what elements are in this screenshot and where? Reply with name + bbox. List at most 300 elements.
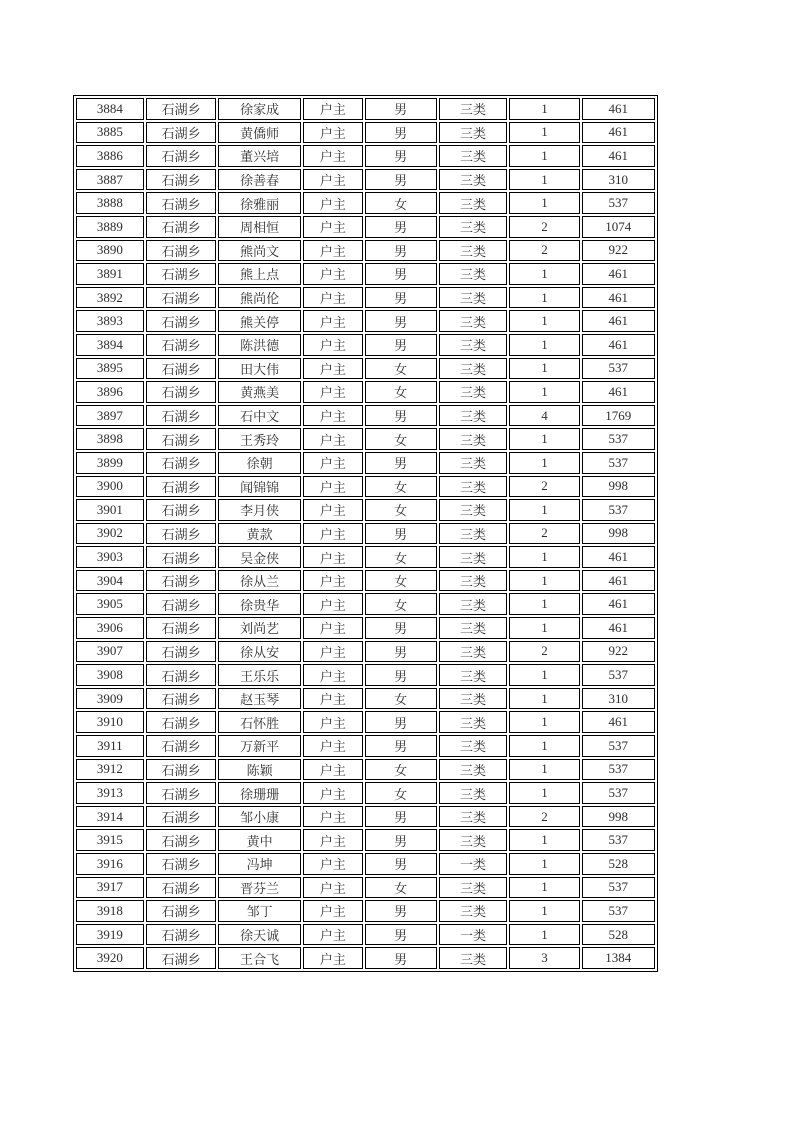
cell-serial-number: 3894: [76, 334, 144, 356]
cell-gender: 女: [365, 358, 437, 380]
cell-household-relation: 户主: [303, 546, 363, 568]
cell-serial-number: 3919: [76, 924, 144, 946]
table-row: [76, 806, 655, 828]
cell-amount: 310: [582, 169, 656, 191]
cell-person-name: 徐从兰: [218, 570, 300, 592]
cell-serial-number: 3887: [76, 169, 144, 191]
cell-person-name: 熊关停: [218, 310, 300, 332]
cell-household-relation: 户主: [303, 924, 363, 946]
table-row: [76, 476, 655, 498]
table-body: [76, 98, 655, 969]
cell-household-relation: 户主: [303, 310, 363, 332]
cell-gender: 男: [365, 806, 437, 828]
cell-household-relation: 户主: [303, 452, 363, 474]
cell-serial-number: 3900: [76, 476, 144, 498]
cell-household-relation: 户主: [303, 476, 363, 498]
table-row: [76, 192, 655, 214]
cell-household-relation: 户主: [303, 782, 363, 804]
cell-household-relation: 户主: [303, 263, 363, 285]
cell-gender: 男: [365, 523, 437, 545]
cell-serial-number: 3899: [76, 452, 144, 474]
cell-people-count: 1: [509, 782, 579, 804]
cell-serial-number: 3903: [76, 546, 144, 568]
cell-household-relation: 户主: [303, 617, 363, 639]
cell-people-count: 1: [509, 499, 579, 521]
cell-gender: 女: [365, 570, 437, 592]
cell-person-name: 冯坤: [218, 853, 300, 875]
cell-category: 三类: [439, 334, 508, 356]
cell-township: 石湖乡: [146, 570, 217, 592]
cell-household-relation: 户主: [303, 523, 363, 545]
cell-township: 石湖乡: [146, 263, 217, 285]
cell-household-relation: 户主: [303, 381, 363, 403]
cell-serial-number: 3885: [76, 122, 144, 144]
cell-amount: 537: [582, 829, 656, 851]
cell-township: 石湖乡: [146, 499, 217, 521]
table-row: [76, 334, 655, 356]
cell-township: 石湖乡: [146, 688, 217, 710]
cell-amount: 461: [582, 287, 656, 309]
cell-township: 石湖乡: [146, 98, 217, 120]
cell-gender: 男: [365, 240, 437, 262]
cell-serial-number: 3913: [76, 782, 144, 804]
cell-people-count: 1: [509, 192, 579, 214]
cell-serial-number: 3901: [76, 499, 144, 521]
cell-person-name: 邹丁: [218, 900, 300, 922]
cell-amount: 461: [582, 711, 656, 733]
cell-category: 三类: [439, 735, 508, 757]
cell-serial-number: 3911: [76, 735, 144, 757]
cell-township: 石湖乡: [146, 381, 217, 403]
table-row: [76, 829, 655, 851]
cell-category: 三类: [439, 452, 508, 474]
cell-amount: 998: [582, 806, 656, 828]
table-row: [76, 428, 655, 450]
cell-person-name: 黄僑师: [218, 122, 300, 144]
cell-gender: 男: [365, 334, 437, 356]
cell-category: 三类: [439, 428, 508, 450]
cell-township: 石湖乡: [146, 287, 217, 309]
cell-amount: 461: [582, 381, 656, 403]
cell-category: 三类: [439, 877, 508, 899]
cell-gender: 男: [365, 900, 437, 922]
table-row: [76, 735, 655, 757]
table-row: [76, 546, 655, 568]
cell-amount: 998: [582, 523, 656, 545]
cell-category: 三类: [439, 829, 508, 851]
cell-township: 石湖乡: [146, 192, 217, 214]
table-row: [76, 145, 655, 167]
cell-person-name: 王秀玲: [218, 428, 300, 450]
cell-amount: 461: [582, 334, 656, 356]
cell-person-name: 徐贵华: [218, 593, 300, 615]
cell-household-relation: 户主: [303, 570, 363, 592]
table-row: [76, 287, 655, 309]
cell-person-name: 熊尚文: [218, 240, 300, 262]
cell-amount: 537: [582, 499, 656, 521]
cell-township: 石湖乡: [146, 711, 217, 733]
cell-household-relation: 户主: [303, 428, 363, 450]
cell-gender: 女: [365, 593, 437, 615]
cell-household-relation: 户主: [303, 358, 363, 380]
table-row: [76, 711, 655, 733]
cell-category: 三类: [439, 358, 508, 380]
cell-category: 三类: [439, 405, 508, 427]
cell-amount: 310: [582, 688, 656, 710]
table-row: [76, 98, 655, 120]
cell-serial-number: 3895: [76, 358, 144, 380]
cell-household-relation: 户主: [303, 877, 363, 899]
cell-household-relation: 户主: [303, 735, 363, 757]
cell-township: 石湖乡: [146, 782, 217, 804]
cell-people-count: 2: [509, 476, 579, 498]
cell-household-relation: 户主: [303, 806, 363, 828]
cell-people-count: 1: [509, 263, 579, 285]
cell-category: 三类: [439, 782, 508, 804]
cell-category: 一类: [439, 924, 508, 946]
cell-gender: 男: [365, 641, 437, 663]
cell-gender: 男: [365, 829, 437, 851]
cell-category: 三类: [439, 900, 508, 922]
cell-category: 三类: [439, 240, 508, 262]
cell-township: 石湖乡: [146, 216, 217, 238]
cell-township: 石湖乡: [146, 169, 217, 191]
cell-household-relation: 户主: [303, 98, 363, 120]
cell-serial-number: 3897: [76, 405, 144, 427]
cell-township: 石湖乡: [146, 900, 217, 922]
cell-household-relation: 户主: [303, 688, 363, 710]
cell-category: 三类: [439, 476, 508, 498]
cell-township: 石湖乡: [146, 310, 217, 332]
cell-category: 一类: [439, 853, 508, 875]
cell-serial-number: 3907: [76, 641, 144, 663]
cell-household-relation: 户主: [303, 593, 363, 615]
cell-serial-number: 3889: [76, 216, 144, 238]
cell-category: 三类: [439, 593, 508, 615]
table-row: [76, 688, 655, 710]
cell-amount: 461: [582, 145, 656, 167]
cell-amount: 537: [582, 900, 656, 922]
cell-person-name: 徐善春: [218, 169, 300, 191]
cell-category: 三类: [439, 216, 508, 238]
cell-amount: 537: [582, 428, 656, 450]
cell-serial-number: 3888: [76, 192, 144, 214]
cell-gender: 男: [365, 405, 437, 427]
cell-gender: 女: [365, 759, 437, 781]
cell-gender: 男: [365, 287, 437, 309]
cell-amount: 461: [582, 263, 656, 285]
cell-people-count: 2: [509, 523, 579, 545]
cell-people-count: 1: [509, 428, 579, 450]
cell-township: 石湖乡: [146, 358, 217, 380]
cell-township: 石湖乡: [146, 641, 217, 663]
cell-category: 三类: [439, 523, 508, 545]
cell-household-relation: 户主: [303, 829, 363, 851]
cell-person-name: 王合飞: [218, 947, 300, 969]
cell-gender: 男: [365, 310, 437, 332]
cell-household-relation: 户主: [303, 499, 363, 521]
cell-township: 石湖乡: [146, 853, 217, 875]
cell-people-count: 3: [509, 947, 579, 969]
cell-household-relation: 户主: [303, 664, 363, 686]
cell-serial-number: 3884: [76, 98, 144, 120]
cell-township: 石湖乡: [146, 240, 217, 262]
cell-person-name: 陈洪德: [218, 334, 300, 356]
cell-gender: 男: [365, 263, 437, 285]
cell-gender: 女: [365, 476, 437, 498]
cell-gender: 男: [365, 145, 437, 167]
table-row: [76, 169, 655, 191]
cell-amount: 461: [582, 617, 656, 639]
cell-gender: 男: [365, 216, 437, 238]
cell-amount: 1769: [582, 405, 656, 427]
cell-people-count: 1: [509, 759, 579, 781]
cell-household-relation: 户主: [303, 947, 363, 969]
cell-amount: 461: [582, 593, 656, 615]
cell-township: 石湖乡: [146, 664, 217, 686]
cell-amount: 537: [582, 664, 656, 686]
cell-person-name: 王乐乐: [218, 664, 300, 686]
cell-gender: 男: [365, 169, 437, 191]
cell-gender: 女: [365, 688, 437, 710]
cell-person-name: 熊尚伦: [218, 287, 300, 309]
cell-amount: 537: [582, 452, 656, 474]
cell-category: 三类: [439, 192, 508, 214]
table-row: [76, 405, 655, 427]
cell-category: 三类: [439, 664, 508, 686]
cell-household-relation: 户主: [303, 853, 363, 875]
cell-serial-number: 3915: [76, 829, 144, 851]
cell-amount: 537: [582, 877, 656, 899]
cell-serial-number: 3890: [76, 240, 144, 262]
cell-household-relation: 户主: [303, 122, 363, 144]
cell-amount: 1384: [582, 947, 656, 969]
cell-people-count: 1: [509, 617, 579, 639]
cell-amount: 537: [582, 759, 656, 781]
cell-township: 石湖乡: [146, 759, 217, 781]
cell-serial-number: 3910: [76, 711, 144, 733]
cell-household-relation: 户主: [303, 759, 363, 781]
cell-category: 三类: [439, 263, 508, 285]
cell-category: 三类: [439, 310, 508, 332]
cell-person-name: 石中文: [218, 405, 300, 427]
cell-gender: 男: [365, 122, 437, 144]
cell-serial-number: 3918: [76, 900, 144, 922]
beneficiary-table: [73, 95, 658, 972]
cell-household-relation: 户主: [303, 641, 363, 663]
cell-person-name: 吴金侠: [218, 546, 300, 568]
cell-person-name: 徐雅丽: [218, 192, 300, 214]
cell-gender: 男: [365, 735, 437, 757]
cell-people-count: 1: [509, 310, 579, 332]
cell-person-name: 李月侠: [218, 499, 300, 521]
cell-person-name: 徐从安: [218, 641, 300, 663]
cell-township: 石湖乡: [146, 735, 217, 757]
cell-amount: 461: [582, 546, 656, 568]
cell-people-count: 1: [509, 122, 579, 144]
cell-amount: 1074: [582, 216, 656, 238]
cell-serial-number: 3914: [76, 806, 144, 828]
cell-person-name: 刘尚艺: [218, 617, 300, 639]
table-row: [76, 900, 655, 922]
cell-people-count: 1: [509, 570, 579, 592]
cell-person-name: 徐天诚: [218, 924, 300, 946]
cell-amount: 998: [582, 476, 656, 498]
cell-gender: 男: [365, 98, 437, 120]
cell-serial-number: 3917: [76, 877, 144, 899]
cell-household-relation: 户主: [303, 334, 363, 356]
cell-person-name: 闻锦锦: [218, 476, 300, 498]
cell-category: 三类: [439, 806, 508, 828]
cell-amount: 461: [582, 98, 656, 120]
cell-people-count: 2: [509, 806, 579, 828]
cell-category: 三类: [439, 145, 508, 167]
table-row: [76, 310, 655, 332]
cell-township: 石湖乡: [146, 546, 217, 568]
cell-serial-number: 3902: [76, 523, 144, 545]
cell-amount: 461: [582, 122, 656, 144]
cell-people-count: 1: [509, 924, 579, 946]
cell-category: 三类: [439, 688, 508, 710]
cell-people-count: 1: [509, 452, 579, 474]
cell-person-name: 黄款: [218, 523, 300, 545]
cell-people-count: 4: [509, 405, 579, 427]
cell-category: 三类: [439, 287, 508, 309]
cell-amount: 537: [582, 358, 656, 380]
cell-gender: 男: [365, 711, 437, 733]
cell-person-name: 黄燕美: [218, 381, 300, 403]
cell-serial-number: 3916: [76, 853, 144, 875]
cell-people-count: 1: [509, 334, 579, 356]
table-row: [76, 664, 655, 686]
cell-household-relation: 户主: [303, 711, 363, 733]
cell-gender: 女: [365, 782, 437, 804]
cell-category: 三类: [439, 546, 508, 568]
cell-people-count: 2: [509, 641, 579, 663]
cell-category: 三类: [439, 381, 508, 403]
cell-township: 石湖乡: [146, 428, 217, 450]
table-row: [76, 216, 655, 238]
cell-people-count: 1: [509, 546, 579, 568]
cell-person-name: 徐朝: [218, 452, 300, 474]
cell-township: 石湖乡: [146, 947, 217, 969]
cell-gender: 男: [365, 452, 437, 474]
cell-category: 三类: [439, 947, 508, 969]
cell-gender: 男: [365, 853, 437, 875]
cell-serial-number: 3920: [76, 947, 144, 969]
cell-amount: 537: [582, 735, 656, 757]
table-row: [76, 617, 655, 639]
cell-gender: 女: [365, 877, 437, 899]
cell-household-relation: 户主: [303, 405, 363, 427]
cell-category: 三类: [439, 122, 508, 144]
cell-gender: 女: [365, 192, 437, 214]
cell-person-name: 石怀胜: [218, 711, 300, 733]
cell-person-name: 黄中: [218, 829, 300, 851]
cell-household-relation: 户主: [303, 169, 363, 191]
cell-people-count: 1: [509, 287, 579, 309]
cell-gender: 女: [365, 499, 437, 521]
cell-township: 石湖乡: [146, 334, 217, 356]
table-row: [76, 947, 655, 969]
cell-township: 石湖乡: [146, 593, 217, 615]
cell-people-count: 1: [509, 900, 579, 922]
cell-people-count: 1: [509, 877, 579, 899]
table-row: [76, 263, 655, 285]
cell-household-relation: 户主: [303, 900, 363, 922]
table-row: [76, 452, 655, 474]
table-row: [76, 924, 655, 946]
cell-serial-number: 3908: [76, 664, 144, 686]
cell-township: 石湖乡: [146, 122, 217, 144]
cell-people-count: 1: [509, 829, 579, 851]
cell-township: 石湖乡: [146, 452, 217, 474]
cell-amount: 537: [582, 192, 656, 214]
cell-serial-number: 3892: [76, 287, 144, 309]
cell-gender: 女: [365, 546, 437, 568]
cell-amount: 461: [582, 310, 656, 332]
cell-household-relation: 户主: [303, 216, 363, 238]
cell-gender: 女: [365, 381, 437, 403]
cell-household-relation: 户主: [303, 287, 363, 309]
cell-gender: 男: [365, 617, 437, 639]
cell-township: 石湖乡: [146, 617, 217, 639]
cell-category: 三类: [439, 641, 508, 663]
cell-gender: 男: [365, 924, 437, 946]
cell-category: 三类: [439, 98, 508, 120]
cell-category: 三类: [439, 711, 508, 733]
cell-serial-number: 3906: [76, 617, 144, 639]
cell-amount: 922: [582, 240, 656, 262]
cell-serial-number: 3909: [76, 688, 144, 710]
table-row: [76, 570, 655, 592]
cell-category: 三类: [439, 169, 508, 191]
cell-people-count: 1: [509, 358, 579, 380]
table-row: [76, 358, 655, 380]
cell-serial-number: 3912: [76, 759, 144, 781]
cell-person-name: 万新平: [218, 735, 300, 757]
cell-people-count: 1: [509, 169, 579, 191]
cell-township: 石湖乡: [146, 806, 217, 828]
cell-person-name: 徐家成: [218, 98, 300, 120]
cell-amount: 537: [582, 782, 656, 804]
cell-people-count: 1: [509, 664, 579, 686]
table-row: [76, 593, 655, 615]
cell-category: 三类: [439, 617, 508, 639]
cell-person-name: 董兴培: [218, 145, 300, 167]
cell-amount: 528: [582, 853, 656, 875]
cell-serial-number: 3905: [76, 593, 144, 615]
cell-person-name: 熊上点: [218, 263, 300, 285]
cell-township: 石湖乡: [146, 924, 217, 946]
cell-serial-number: 3896: [76, 381, 144, 403]
cell-person-name: 徐珊珊: [218, 782, 300, 804]
cell-people-count: 1: [509, 381, 579, 403]
cell-person-name: 邹小康: [218, 806, 300, 828]
cell-gender: 女: [365, 428, 437, 450]
cell-serial-number: 3886: [76, 145, 144, 167]
cell-serial-number: 3891: [76, 263, 144, 285]
table-row: [76, 499, 655, 521]
cell-household-relation: 户主: [303, 145, 363, 167]
cell-people-count: 2: [509, 216, 579, 238]
cell-people-count: 1: [509, 593, 579, 615]
table-row: [76, 759, 655, 781]
cell-people-count: 1: [509, 688, 579, 710]
cell-serial-number: 3904: [76, 570, 144, 592]
cell-people-count: 1: [509, 98, 579, 120]
cell-household-relation: 户主: [303, 240, 363, 262]
